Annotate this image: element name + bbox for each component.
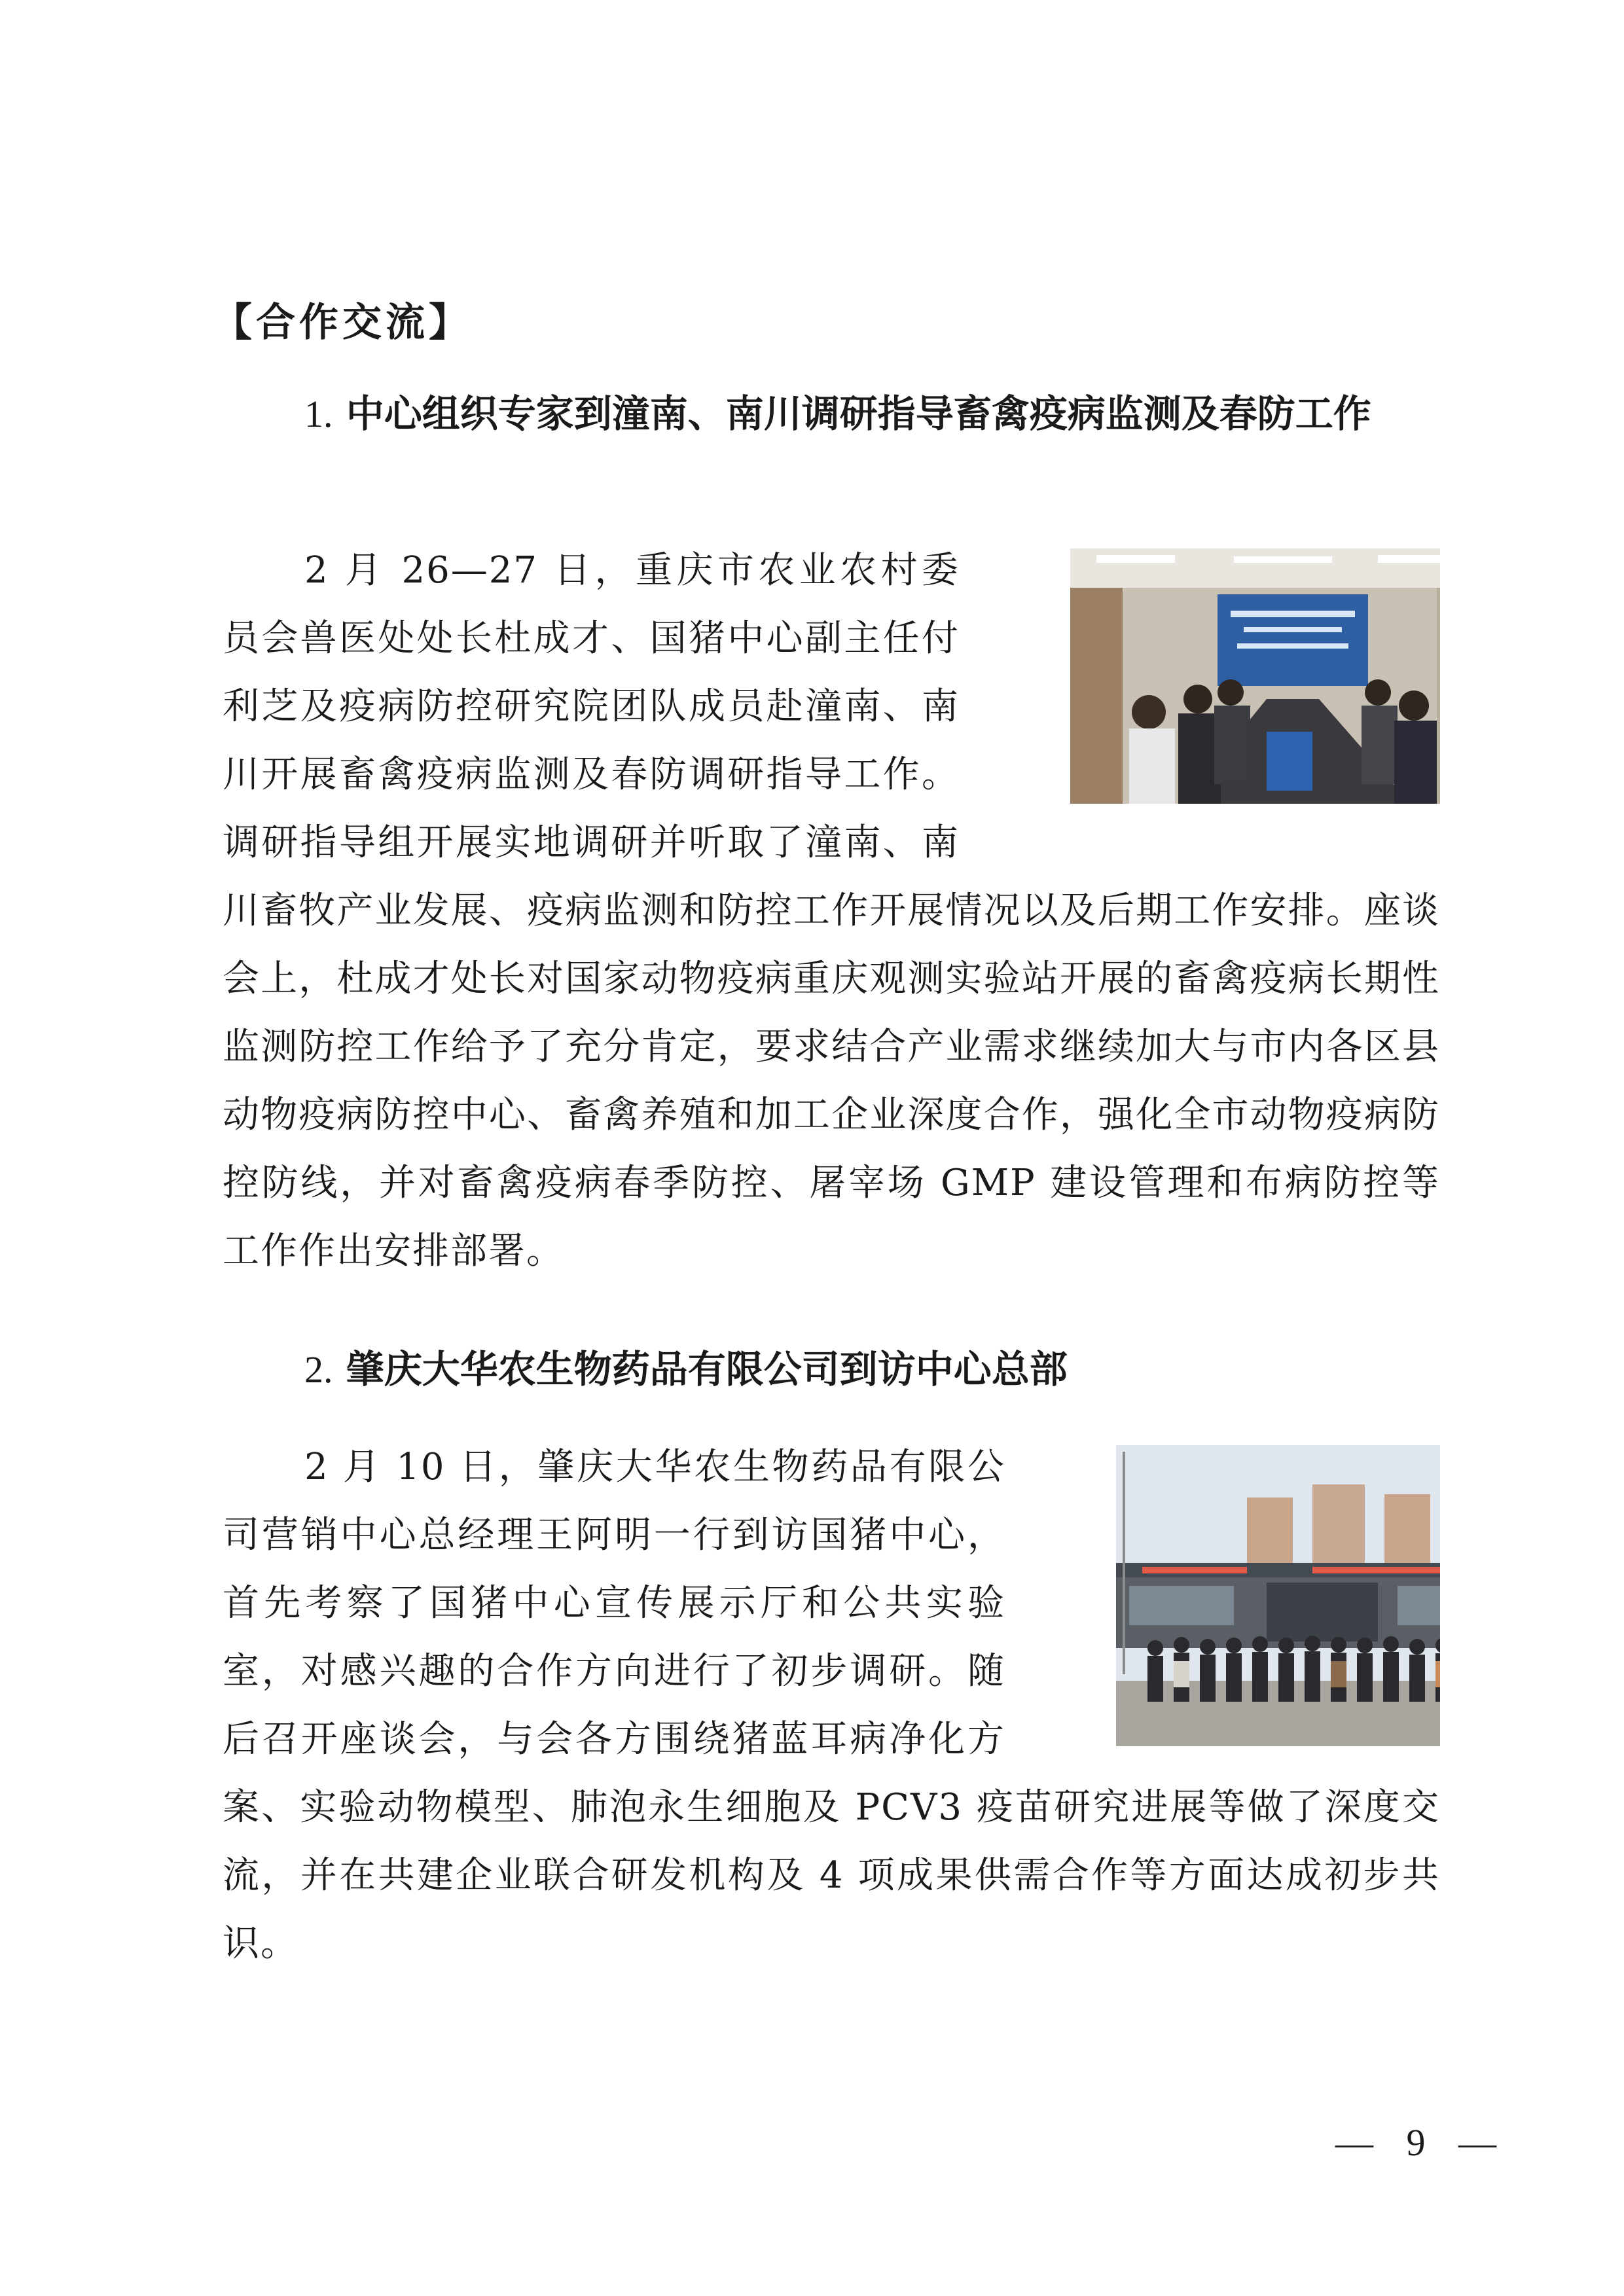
- article-1-body: 2 月 26—27 日，重庆市农业农村委员会兽医处处长杜成才、国猪中心副主任付利芝及疫病防控研究院团队成员赴潼南、南川开展畜禽疫病监测及春防调研指导工作。调研指导组开展实地调研并听取了潼南、南川畜牧产业发展、疫病监测和防控工作开展情况以及后期工作安排。座谈会上，杜成才处长对国家动物疫病重庆观测实验站开展的畜禽疫病长期性监测防控工作给予了充分肯定，要求结合产业需求继续加大与市内各区县动物疫病防控中心、畜禽养殖和加工企业深度合作，强化全市动物疫病防控防线，并对畜禽疫病春季防控、屠宰场 GMP 建设管理和布病防控等工作作出安排部署。: [223, 549, 1440, 1272]
- meeting-room-photo: [988, 548, 1440, 804]
- article-1-number: 1.: [304, 393, 333, 435]
- article-2-paragraph: [223, 1433, 1440, 1978]
- article-2-number: 2.: [304, 1348, 333, 1391]
- page-number: — 9 —: [1335, 2121, 1508, 2164]
- article-1-title: 中心组织专家到潼南、南川调研指导畜禽疫病监测及春防工作: [346, 391, 1371, 436]
- article-2-body: 2 月 10 日，肇庆大华农生物药品有限公司营销中心总经理王阿明一行到访国猪中心，首先考察了国猪中心宣传展示厅和公共实验室，对感兴趣的合作方向进行了初步调研。随后召开座谈会，与会各方围绕猪蓝耳病净化方案、实验动物模型、肺泡永生细胞及 PCV3 疫苗研究进展等做了深度交流，并在共建企业联合研发机构及 4 项成果供需合作等方面达成初步共识。: [223, 1446, 1440, 1965]
- group-photo-outside-building: [1034, 1445, 1440, 1746]
- section-title: 【合作交流】: [213, 300, 472, 346]
- article-1-heading: [223, 380, 1440, 448]
- article-2-heading: [223, 1335, 1440, 1404]
- article-1-paragraph: [223, 537, 1440, 1285]
- article-2-title: 肇庆大华农生物药品有限公司到访中心总部: [346, 1347, 1068, 1391]
